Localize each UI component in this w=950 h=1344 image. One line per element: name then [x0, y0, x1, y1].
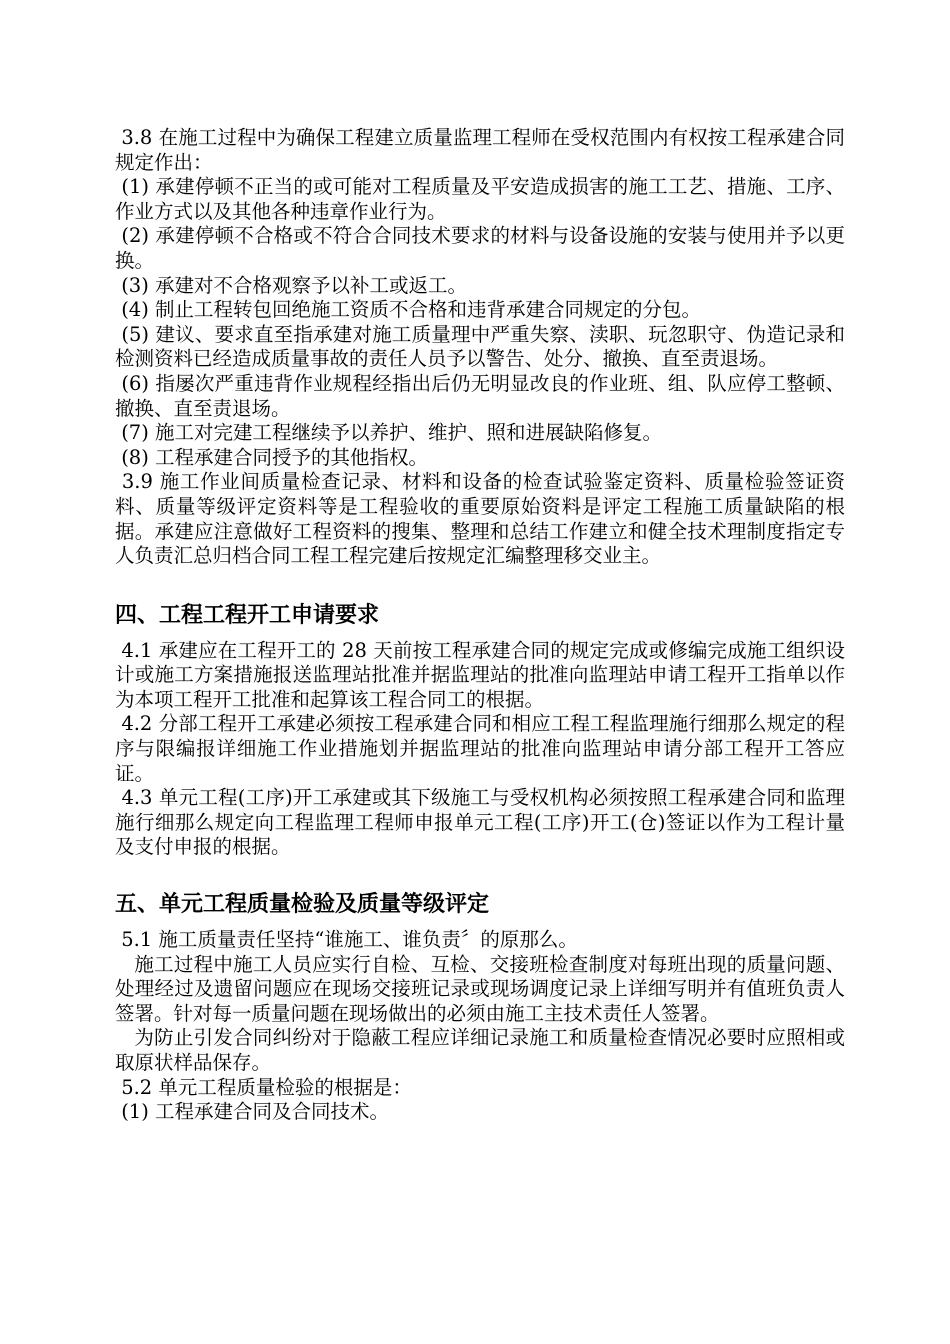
- section-3-body: [115, 126, 845, 569]
- paragraph-3-8-item-8: (8) 工程承建合同授予的其他指权。: [115, 445, 429, 469]
- paragraph-3-8-item-1: (1) 承建停顿不正当的或可能对工程质量及平安造成损害的施工工艺、措施、工序、作业方式以及其他各种违章作业行为。: [115, 175, 845, 223]
- paragraph-3-8-item-7: (7) 施工对完建工程继续予以养护、维护、照和进展缺陷修复。: [115, 421, 663, 445]
- paragraph-4-2: 4.2 分部工程开工承建必须按工程承建合同和相应工程工程监理施行细那么规定的程序与限编报详细施工作业措施划并据监理站的批准向监理站申请分部工程开工答应证。: [115, 712, 845, 785]
- paragraph-3-8-item-4: (4) 制止工程转包回绝施工资质不合格和违背承建合同规定的分包。: [115, 298, 702, 322]
- section-5-heading: 五、单元工程质量检验及质量等级评定: [115, 892, 490, 918]
- paragraph-3-9: 3.9 施工作业间质量检查记录、材料和设备的检查试验鉴定资料、质量检验签证资料、质量等级评定资料等是工程验收的重要原始资料是评定工程施工质量缺陷的根据。承建应注意做好工程资料的搜集、整理和总结工作建立和健全技术理制度指定专人负责汇总归档合同工程工程完建后按规定汇编整理移交业主。: [115, 470, 845, 568]
- paragraph-5-2-item-1: (1) 工程承建合同及合同技术。: [115, 1100, 390, 1124]
- paragraph-5-1-detail-2: 为防止引发合同纠纷对于隐蔽工程应详细记录施工和质量检查情况必要时应照相或取原状样品保存。: [115, 1026, 845, 1074]
- paragraph-3-8-item-2: (2) 承建停顿不合格或不符合合同技术要求的材料与设备设施的安装与使用并予以更换。: [115, 224, 845, 272]
- paragraph-5-2: 5.2 单元工程质量检验的根据是：: [115, 1075, 412, 1099]
- paragraph-3-8-item-6: (6) 指屡次严重违背作业规程经指出后仍无明显改良的作业班、组、队应停工整顿、撤换、直至责退场。: [115, 371, 845, 420]
- section-5-body: [115, 928, 845, 1125]
- paragraph-5-1-detail-1: 施工过程中施工人员应实行自检、互检、交接班检查制度对每班出现的质量问题、处理经过及遗留问题应在现场交接班记录或现场调度记录上详细写明并有值班负责人签署。针对每一质量问题在现场做出的必须由施工主技术责任人签署。: [115, 952, 845, 1025]
- paragraph-3-8-item-3: (3) 承建对不合格观察予以补工或返工。: [115, 273, 468, 297]
- section-4-body: [115, 639, 845, 860]
- paragraph-3-8: 3.8 在施工过程中为确保工程建立质量监理工程师在受权范围内有权按工程承建合同规定作出：: [115, 126, 845, 174]
- document-body: [115, 126, 845, 1125]
- paragraph-5-1: 5.1 施工质量责任坚持“谁施工、谁负责〞的原那么。: [115, 928, 578, 952]
- paragraph-4-3: 4.3 单元工程(工序)开工承建或其下级施工与受权机构必须按照工程承建合同和监理施行细那么规定向工程监理工程师申报单元工程(工序)开工(仓)签证以作为工程计量及支付申报的根据。: [115, 786, 845, 859]
- paragraph-4-1: 4.1 承建应在工程开工的 28 天前按工程承建合同的规定完成或修编完成施工组织设计或施工方案措施报送监理站批准并据监理站的批准向监理站申请工程开工指单以作为本项工程开工批准和起算该工程合同工的根据。: [115, 638, 846, 711]
- paragraph-3-8-item-5: (5) 建议、要求直至指承建对施工质量理中严重失察、渎职、玩忽职守、伪造记录和检测资料已经造成质量事故的责任人员予以警告、处分、撤换、直至责退场。: [115, 322, 845, 371]
- section-4-heading: 四、工程工程开工申请要求: [115, 602, 380, 628]
